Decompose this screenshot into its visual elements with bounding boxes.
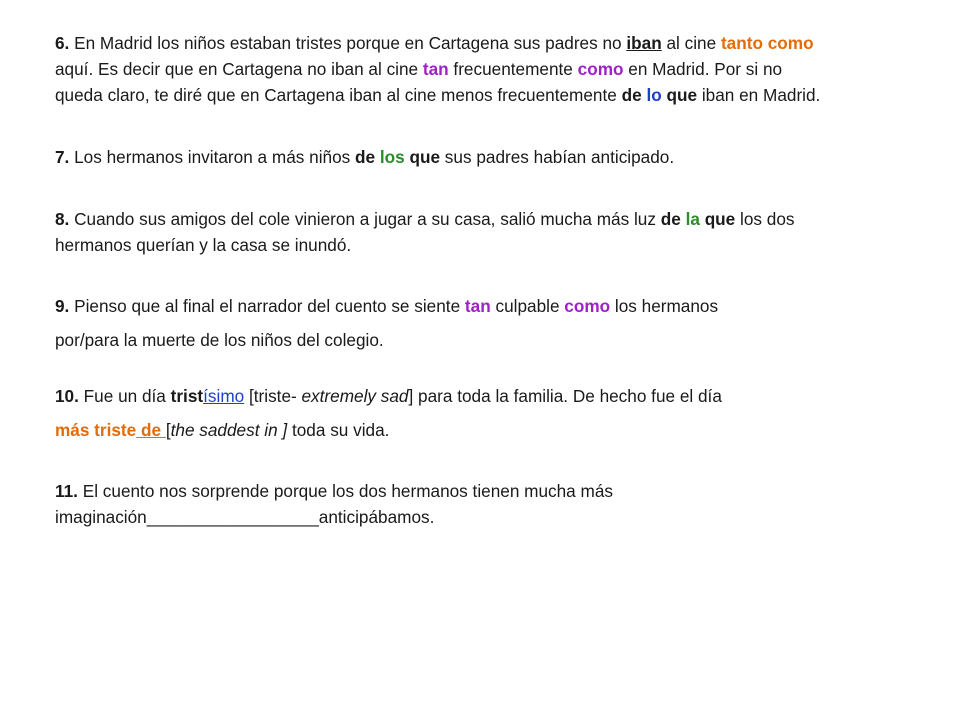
paragraph-10-line-1 bbox=[55, 383, 935, 417]
paragraph-8-line-1 bbox=[55, 206, 935, 232]
highlight-orange: más triste bbox=[55, 420, 137, 440]
text-run: iban en Madrid. bbox=[697, 85, 821, 105]
item-number: 11. bbox=[55, 481, 78, 501]
text-run: El cuento nos sorprende porque los dos hermanos tienen mucha más bbox=[77, 481, 613, 501]
highlight-bold: que bbox=[409, 147, 441, 167]
highlight-purple: como bbox=[564, 296, 611, 316]
paragraph-8-line-2 bbox=[55, 232, 935, 258]
paragraph-8 bbox=[55, 206, 935, 258]
fill-in-blank: imaginación__________________anticipábamos. bbox=[55, 507, 435, 527]
italic-gloss: extremely sad bbox=[301, 386, 409, 406]
text-run: frecuentemente bbox=[448, 59, 578, 79]
paragraph-7-line-1 bbox=[55, 144, 935, 170]
text-run: queda claro, te diré que en Cartagena iban al cine menos frecuentemente bbox=[55, 85, 622, 105]
text-run: al cine bbox=[661, 33, 721, 53]
item-number: 8. bbox=[55, 209, 70, 229]
highlight-bold: de bbox=[621, 85, 642, 105]
italic-gloss: the saddest in ] bbox=[170, 420, 288, 440]
paragraph-11-line-1 bbox=[55, 478, 935, 504]
underlined-word: iban bbox=[626, 33, 662, 53]
text-run: aquí. Es decir que en Cartagena no iban al cine bbox=[55, 59, 423, 79]
highlight-bold: que bbox=[704, 209, 736, 229]
paragraph-6 bbox=[55, 30, 935, 108]
text-run: Los hermanos invitaron a más niños bbox=[69, 147, 355, 167]
paragraph-11-line-2 bbox=[55, 504, 935, 530]
item-number: 9. bbox=[55, 296, 70, 316]
highlight-bold: que bbox=[666, 85, 698, 105]
highlight-bold: de bbox=[660, 209, 681, 229]
text-run: [ bbox=[165, 420, 171, 440]
highlight-bold: de bbox=[355, 147, 376, 167]
text-run: en Madrid. Por si no bbox=[623, 59, 783, 79]
paragraph-6-line-1 bbox=[55, 30, 935, 56]
text-run: los dos bbox=[735, 209, 795, 229]
item-number: 10. bbox=[55, 386, 79, 406]
text-run: Pienso que al final el narrador del cuento se siente bbox=[69, 296, 465, 316]
paragraph-10 bbox=[55, 383, 935, 451]
paragraph-9 bbox=[55, 293, 935, 361]
text-run: Fue un día bbox=[78, 386, 171, 406]
text-run: [triste- bbox=[244, 386, 302, 406]
text-run: sus padres habían anticipado. bbox=[440, 147, 675, 167]
text-run: ] para toda la familia. De hecho fue el día bbox=[408, 386, 722, 406]
paragraph-9-line-2 bbox=[55, 327, 935, 361]
paragraph-11 bbox=[55, 478, 935, 530]
item-number: 6. bbox=[55, 33, 70, 53]
highlight-green: los bbox=[379, 147, 405, 167]
underlined-blue-suffix: ísimo bbox=[203, 386, 245, 406]
highlight-bold: trist bbox=[170, 386, 204, 406]
text-run: toda su vida. bbox=[287, 420, 390, 440]
item-number: 7. bbox=[55, 147, 70, 167]
highlight-green: la bbox=[685, 209, 700, 229]
highlight-purple: tan bbox=[464, 296, 491, 316]
text-run: hermanos querían y la casa se inundó. bbox=[55, 235, 352, 255]
paragraph-7 bbox=[55, 144, 935, 170]
paragraph-6-line-3 bbox=[55, 82, 935, 108]
underlined-orange: de bbox=[136, 420, 166, 440]
paragraph-9-line-1 bbox=[55, 293, 935, 327]
text-run: por/para la muerte de los niños del colegio. bbox=[55, 330, 384, 350]
highlight-purple: como bbox=[577, 59, 624, 79]
text-run: los hermanos bbox=[610, 296, 719, 316]
highlight-blue: lo bbox=[646, 85, 662, 105]
text-run: Cuando sus amigos del cole vinieron a jugar a su casa, salió mucha más luz bbox=[69, 209, 661, 229]
text-run: culpable bbox=[490, 296, 565, 316]
paragraph-10-line-2 bbox=[55, 417, 935, 451]
highlight-purple: tan bbox=[422, 59, 449, 79]
paragraph-6-line-2 bbox=[55, 56, 935, 82]
text-run: En Madrid los niños estaban tristes porque en Cartagena sus padres no bbox=[69, 33, 627, 53]
highlight-orange: tanto como bbox=[720, 33, 814, 53]
